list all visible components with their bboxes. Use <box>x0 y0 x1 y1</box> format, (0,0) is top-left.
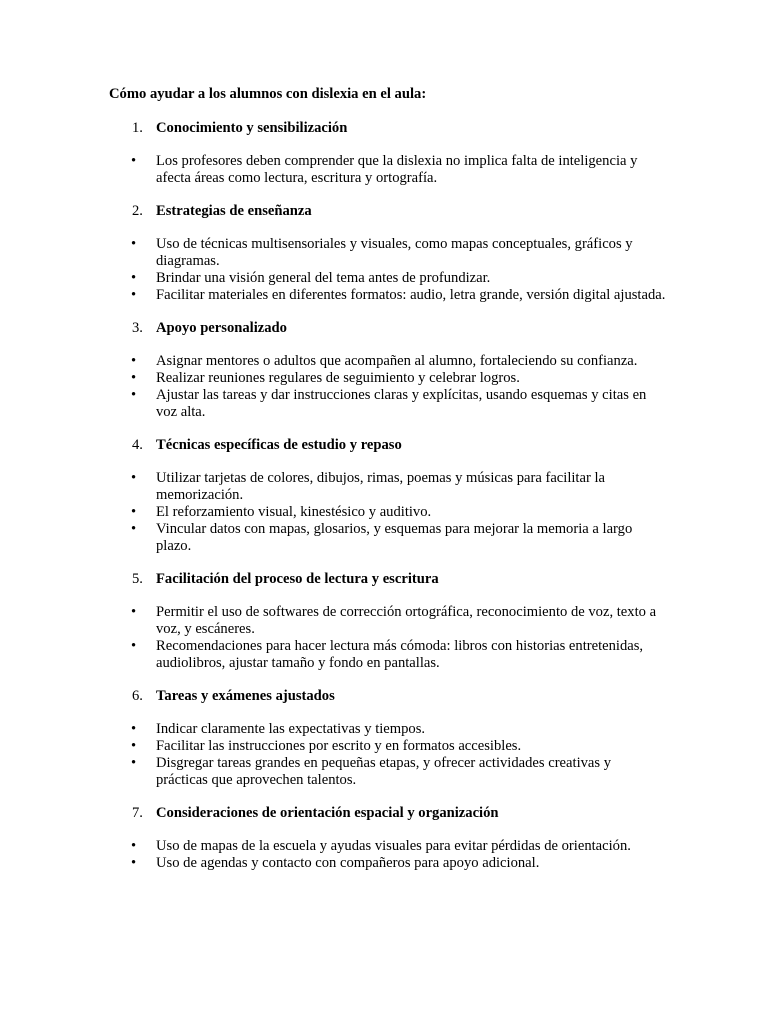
list-item-text: Facilitar las instrucciones por escrito y en formatos accesibles. <box>156 738 522 754</box>
list-item-text: Ajustar las tareas y dar instrucciones claras y explícitas, usando esquemas y citas en voz alta. <box>156 387 647 420</box>
section-title: Facilitación del proceso de lectura y escritura <box>156 571 439 587</box>
list-item <box>0 353 666 370</box>
section-heading <box>0 688 768 705</box>
section-number: 3. <box>132 320 143 336</box>
bullet-list <box>0 721 768 789</box>
list-item <box>0 521 666 555</box>
bullet-list <box>0 236 768 304</box>
list-item <box>0 370 666 387</box>
bullet-icon: • <box>131 387 137 403</box>
list-item-text: El reforzamiento visual, kinestésico y auditivo. <box>156 504 432 520</box>
list-item <box>0 236 666 270</box>
list-item-text: Vincular datos con mapas, glosarios, y esquemas para mejorar la memoria a largo plazo. <box>156 521 633 554</box>
section <box>0 320 768 421</box>
section-title: Apoyo personalizado <box>156 320 287 336</box>
bullet-icon: • <box>131 287 137 303</box>
list-item <box>0 470 666 504</box>
list-item <box>0 387 666 421</box>
list-item <box>0 838 666 855</box>
bullet-icon: • <box>131 521 137 537</box>
list-item-text: Realizar reuniones regulares de seguimiento y celebrar logros. <box>156 370 520 386</box>
section-number: 2. <box>132 203 143 219</box>
list-item <box>0 721 666 738</box>
section-number: 1. <box>132 120 143 136</box>
bullet-icon: • <box>131 738 137 754</box>
bullet-icon: • <box>131 838 137 854</box>
bullet-icon: • <box>131 855 137 871</box>
list-item-text: Disgregar tareas grandes en pequeñas etapas, y ofrecer actividades creativas y prácticas que aprovechen talentos. <box>156 755 612 788</box>
section-number: 7. <box>132 805 143 821</box>
section-heading <box>0 437 768 454</box>
list-item-text: Uso de técnicas multisensoriales y visuales, como mapas conceptuales, gráficos y diagramas. <box>156 236 633 269</box>
list-item-text: Brindar una visión general del tema antes de profundizar. <box>156 270 491 286</box>
bullet-list <box>0 604 768 672</box>
bullet-list <box>0 353 768 421</box>
list-item-text: Indicar claramente las expectativas y tiempos. <box>156 721 426 737</box>
bullet-icon: • <box>131 236 137 252</box>
bullet-icon: • <box>131 370 137 386</box>
list-item-text: Uso de agendas y contacto con compañeros para apoyo adicional. <box>156 855 540 871</box>
section-heading <box>0 120 768 137</box>
section <box>0 571 768 672</box>
bullet-icon: • <box>131 153 137 169</box>
section-number: 4. <box>132 437 143 453</box>
bullet-icon: • <box>131 504 137 520</box>
list-item <box>0 855 666 872</box>
list-item <box>0 287 666 304</box>
section-title: Técnicas específicas de estudio y repaso <box>156 437 402 453</box>
list-item-text: Utilizar tarjetas de colores, dibujos, rimas, poemas y músicas para facilitar la memorización. <box>156 470 606 503</box>
list-item-text: Los profesores deben comprender que la dislexia no implica falta de inteligencia y afecta áreas como lectura, escritura y ortografía. <box>156 153 638 186</box>
bullet-icon: • <box>131 604 137 620</box>
section-title: Consideraciones de orientación espacial y organización <box>156 805 499 821</box>
list-item-text: Uso de mapas de la escuela y ayudas visuales para evitar pérdidas de orientación. <box>156 838 631 854</box>
list-item-text: Permitir el uso de softwares de corrección ortográfica, reconocimiento de voz, texto a voz, y escáneres. <box>156 604 657 637</box>
section-number: 5. <box>132 571 143 587</box>
section-heading <box>0 203 768 220</box>
list-item <box>0 270 666 287</box>
list-item-text: Recomendaciones para hacer lectura más cómoda: libros con historias entretenidas, audiolibros, ajustar tamaño y fondo en pantallas. <box>156 638 644 671</box>
section-title: Estrategias de enseñanza <box>156 203 312 219</box>
section-number: 6. <box>132 688 143 704</box>
sections-list <box>0 120 768 888</box>
bullet-list <box>0 838 768 872</box>
bullet-icon: • <box>131 755 137 771</box>
section-heading <box>0 805 768 822</box>
section <box>0 203 768 304</box>
bullet-icon: • <box>131 638 137 654</box>
list-item-text: Asignar mentores o adultos que acompañen al alumno, fortaleciendo su confianza. <box>156 353 638 369</box>
list-item <box>0 153 666 187</box>
list-item <box>0 738 666 755</box>
section <box>0 437 768 555</box>
document-title: Cómo ayudar a los alumnos con dislexia en el aula: <box>109 86 427 102</box>
list-item <box>0 755 666 789</box>
list-item-text: Facilitar materiales en diferentes formatos: audio, letra grande, versión digital ajustada. <box>156 287 666 303</box>
section-heading <box>0 320 768 337</box>
bullet-list <box>0 153 768 187</box>
bullet-list <box>0 470 768 555</box>
list-item <box>0 604 666 638</box>
section <box>0 120 768 187</box>
section-title: Tareas y exámenes ajustados <box>156 688 335 704</box>
bullet-icon: • <box>131 470 137 486</box>
section <box>0 805 768 872</box>
bullet-icon: • <box>131 721 137 737</box>
section-heading <box>0 571 768 588</box>
bullet-icon: • <box>131 353 137 369</box>
list-item <box>0 504 666 521</box>
section <box>0 688 768 789</box>
bullet-icon: • <box>131 270 137 286</box>
section-title: Conocimiento y sensibilización <box>156 120 348 136</box>
list-item <box>0 638 666 672</box>
